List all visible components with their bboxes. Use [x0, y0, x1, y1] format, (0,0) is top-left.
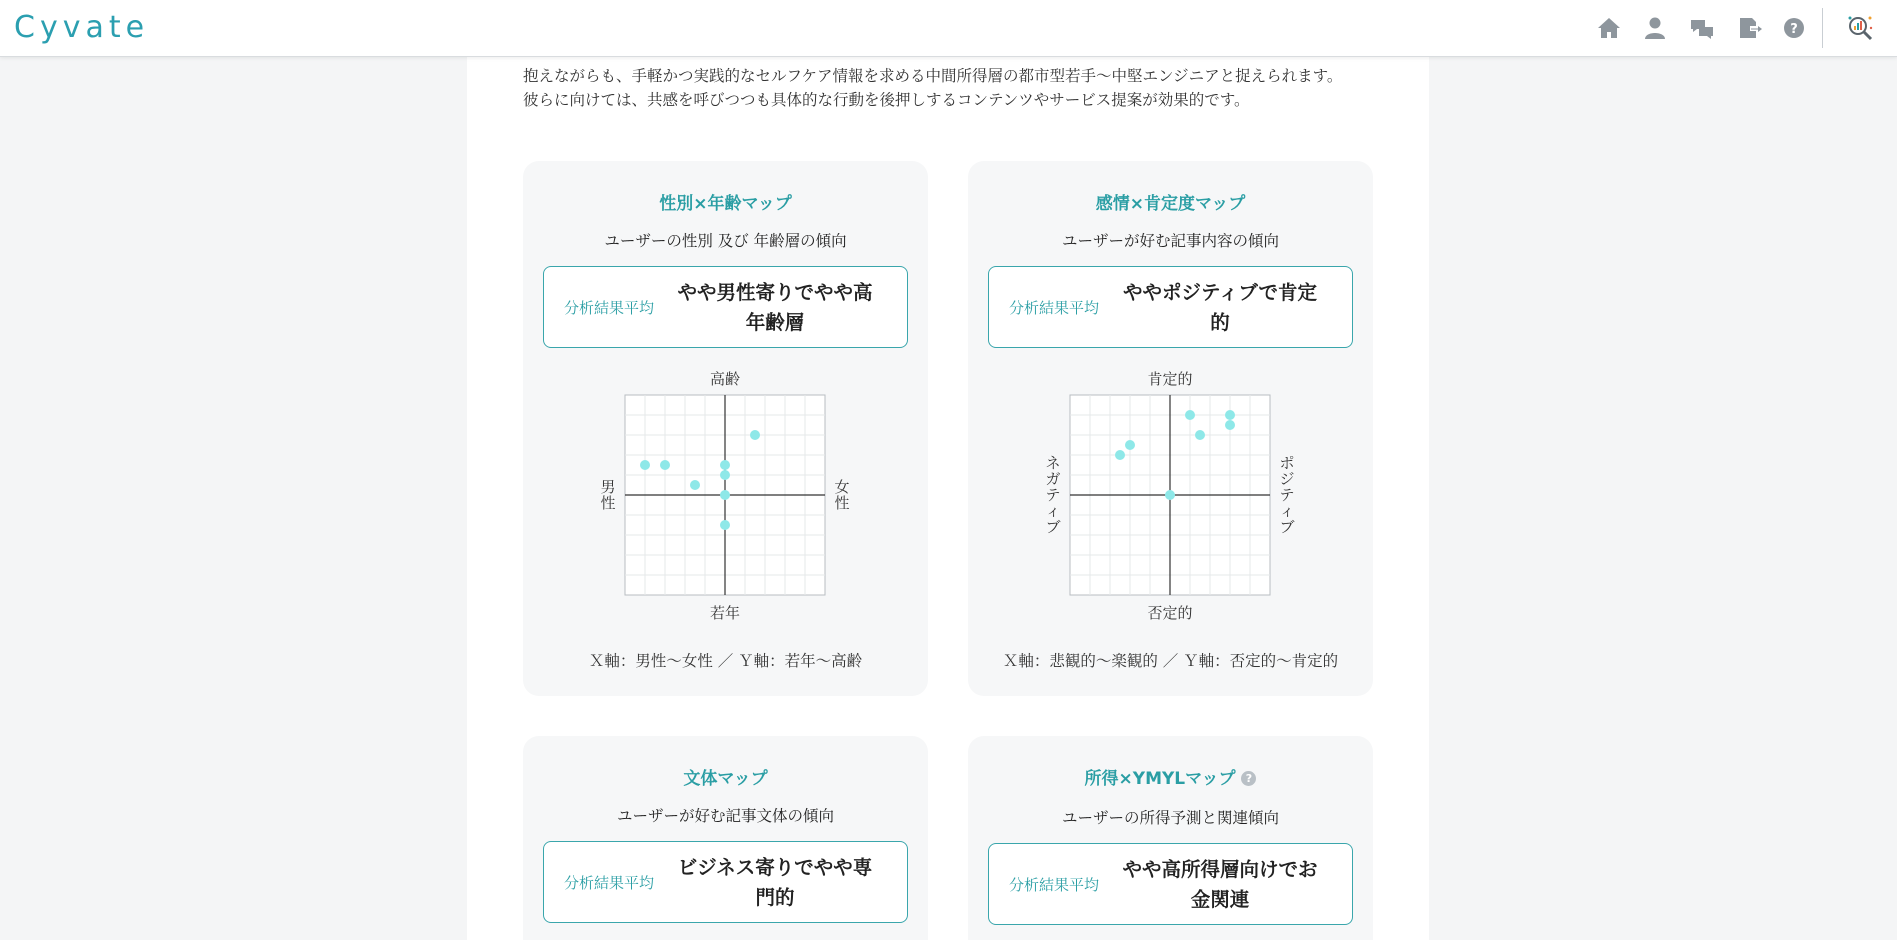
data-point — [1125, 440, 1135, 450]
analytics-search-icon[interactable] — [1844, 12, 1876, 44]
label-right: ポジティブ — [1279, 454, 1295, 536]
data-point — [720, 470, 730, 480]
data-point — [1165, 490, 1175, 500]
axis-caption: Ｘ軸：男性〜女性 ／ Ｙ軸：若年〜高齢 — [588, 652, 863, 670]
card-subtitle: ユーザーの性別 及び 年齢層の傾向 — [604, 232, 847, 250]
style-map-card — [523, 736, 928, 940]
result-label: 分析結果平均 — [1009, 299, 1100, 317]
data-point — [1195, 430, 1205, 440]
result-box — [543, 841, 908, 923]
data-point — [660, 460, 670, 470]
summary-line-2: 抱えながらも、手軽かつ実践的なセルフケア情報を求める中間所得層の都市型若手〜中堅エンジニアと捉えられます。 — [523, 67, 1343, 85]
card-subtitle: ユーザーが好む記事内容の傾向 — [1061, 232, 1279, 250]
logout-icon[interactable] — [1735, 14, 1763, 42]
data-point — [1185, 410, 1195, 420]
home-icon[interactable] — [1595, 14, 1623, 42]
svg-text:?: ? — [1790, 22, 1798, 37]
data-point — [1225, 410, 1235, 420]
label-bottom: 否定的 — [1147, 604, 1193, 622]
result-box — [988, 266, 1353, 348]
result-label: 分析結果平均 — [564, 874, 655, 892]
label-right: 女性 — [834, 478, 850, 512]
summary-line-3: 彼らに向けては、共感を呼びつつも具体的な行動を後押しするコンテンツやサービス提案が効果的です。 — [523, 91, 1250, 109]
result-value: ビジネス寄りでやや専門的 — [677, 856, 873, 909]
label-top: 肯定的 — [1147, 370, 1193, 388]
data-point — [1225, 420, 1235, 430]
data-point — [1115, 450, 1125, 460]
card-title: 性別×年齢マップ — [659, 194, 792, 214]
gender-age-scatter — [523, 361, 928, 631]
income-ymyl-map-card — [968, 736, 1373, 940]
header-divider — [1822, 8, 1823, 48]
result-box — [988, 843, 1353, 925]
result-value: やや高所得層向けでお金関連 — [1122, 858, 1318, 911]
data-point — [720, 460, 730, 470]
help-icon[interactable]: ? — [1241, 771, 1256, 786]
data-point — [690, 480, 700, 490]
emotion-positivity-scatter — [968, 361, 1373, 631]
card-title-text: 所得×YMYLマップ — [1084, 769, 1236, 789]
user-icon[interactable] — [1641, 14, 1669, 42]
result-box — [543, 266, 908, 348]
card-subtitle: ユーザーの所得予測と関連傾向 — [1061, 809, 1279, 827]
label-left: 男性 — [600, 478, 616, 512]
result-label: 分析結果平均 — [564, 299, 655, 317]
card-subtitle: ユーザーが好む記事文体の傾向 — [616, 807, 834, 825]
help-icon[interactable] — [1780, 14, 1808, 42]
label-top: 高齢 — [709, 370, 741, 388]
app-header — [0, 0, 1897, 57]
emotion-positivity-map-card — [968, 161, 1373, 696]
card-title — [968, 764, 1373, 789]
data-point — [720, 490, 730, 500]
result-value: ややポジティブで肯定的 — [1122, 281, 1318, 334]
card-title: 感情×肯定度マップ — [1095, 194, 1246, 214]
label-bottom: 若年 — [709, 604, 741, 622]
gender-age-map-card — [523, 161, 928, 696]
result-value: やや男性寄りでやや高年齢層 — [677, 281, 873, 334]
chat-icon[interactable] — [1688, 14, 1716, 42]
data-point — [750, 430, 760, 440]
axis-caption: Ｘ軸：悲観的〜楽観的 ／ Ｙ軸：否定的〜肯定的 — [1002, 652, 1339, 670]
data-point — [720, 520, 730, 530]
label-left: ネガティブ — [1045, 454, 1061, 536]
result-label: 分析結果平均 — [1009, 876, 1100, 894]
data-point — [640, 460, 650, 470]
logo[interactable]: Cyvate — [14, 10, 150, 45]
card-title: 文体マップ — [683, 769, 768, 789]
